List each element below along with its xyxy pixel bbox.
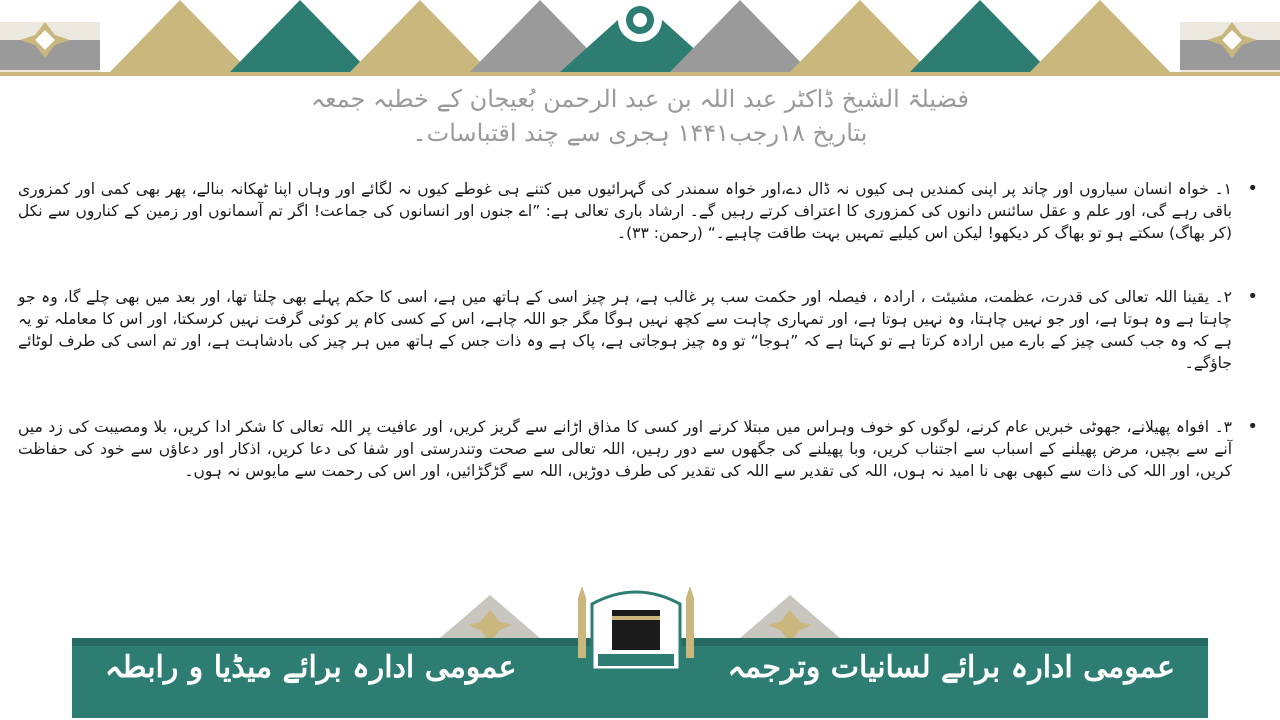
footer-left-label: عمومی ادارہ برائے میڈیا و رابطہ bbox=[105, 650, 517, 685]
bullet-icon: • bbox=[1247, 286, 1258, 307]
list-item bbox=[18, 286, 1260, 374]
title-line-1: فضیلۃ الشیخ ڈاکٹر عبد اللہ بن عبد الرحمن بُعیجان کے خطبہ جمعہ bbox=[311, 85, 969, 113]
top-ornament-banner bbox=[0, 0, 1280, 80]
paragraph-text: ۳۔ افواہ پھیلانے، جھوٹی خبریں عام کرنے، لوگوں کو خوف وہراس میں مبتلا کرنے اور کسی کا مذاق اڑانے سے گریز کریں، اور عافیت پر اللہ تعالی کا شکر ادا کریں، بلا ومصیبت کی زد میں آنے سے بچیں، مرض پھیلنے کے اسباب سے اجتناب کریں، وبا پھیلنے کی جگھوں سے دور رہیں، اللہ تعالی سے صحت وتندرستی اور شفا کی دعا کریں، اذکار اور دعاؤں سے خود کی حفاظت کریں، اور اللہ کی ذات سے کبھی بھی نا امید نہ ہوں، اللہ کی تقدیر سے اللہ کی تقدیر کی طرف دوڑیں، اللہ سے گڑگڑائیں، اور اس کی رحمت سے مایوس نہ ہوں۔ bbox=[18, 418, 1232, 480]
list-item bbox=[18, 416, 1260, 482]
list-item bbox=[18, 178, 1260, 244]
bullet-icon: • bbox=[1247, 178, 1258, 199]
bullet-icon: • bbox=[1247, 416, 1258, 437]
page-title bbox=[60, 82, 1220, 150]
lattice-pattern bbox=[100, 0, 1180, 72]
star-ornament-icon bbox=[740, 595, 840, 642]
star-ornament-icon bbox=[440, 595, 540, 642]
kaaba-emblem-logo bbox=[578, 586, 694, 670]
title-line-2: بتاریخ ۱۸رجب۱۴۴۱ ہجری سے چند اقتباسات۔ bbox=[412, 119, 868, 147]
footer-right-label: عمومی ادارہ برائے لسانیات وترجمہ bbox=[727, 650, 1175, 685]
paragraph-text: ۱۔ خواہ انسان سیاروں اور چاند پر اپنی کمندیں ہی کیوں نہ ڈال دے،اور خواہ سمندر کی گہرائیوں میں کتنے ہی غوطے کیوں نہ لگائے اور وہاں اپنا ٹھکانہ بنالے، پھر بھی کمی اور کمزوری باقی رہے گی، اور علم و عقل سائنس دانوں کی کمزوری کا اعتراف کرتے رہیں گے۔ ارشاد باری تعالی ہے: ”اے جنوں اور انسانوں کی جماعت! اگر تم آسمانوں اور زمین کے کناروں سے نکل (کر بھاگ) سکتے ہو تو بھاگ کر دیکھو! لیکن اس کیلیے تمہیں بہت طاقت چاہیے۔“ (رحمن: ۳۳)۔ bbox=[18, 180, 1232, 242]
excerpt-list bbox=[18, 178, 1260, 524]
paragraph-text: ۲۔ یقینا اللہ تعالی کی قدرت، عظمت، مشیئت ، ارادہ ، فیصلہ اور حکمت سب پر غالب ہے، ہر چیز اسی کے ہاتھ میں ہے، اسی کا حکم پہلے بھی چلتا تھا، اور بعد میں بھی چلے گا، وہ جو چاہتا ہے وہ ہوتا ہے، اور جو نہیں چاہتا، وہ نہیں ہوتا ہے، اور تمہاری چاہت سے کچھ نہیں ہوگا مگر جو اللہ چاہے، اس کے کسی کام پر کوئی گرفت نہیں کرسکتا، اور اس کا معاملہ تو یہ ہے کہ وہ جب کسی چیز کے بارے میں ارادہ کرتا ہے تو کہتا ہے کہ ”ہوجا“ تو وہ چیز ہوجاتی ہے، پاک ہے وہ ذات جس کے ہاتھ میں ہر چیز کی بادشاہت ہے، اور تم اسی کی طرف لوٹائے جاؤگے۔ bbox=[18, 288, 1232, 372]
